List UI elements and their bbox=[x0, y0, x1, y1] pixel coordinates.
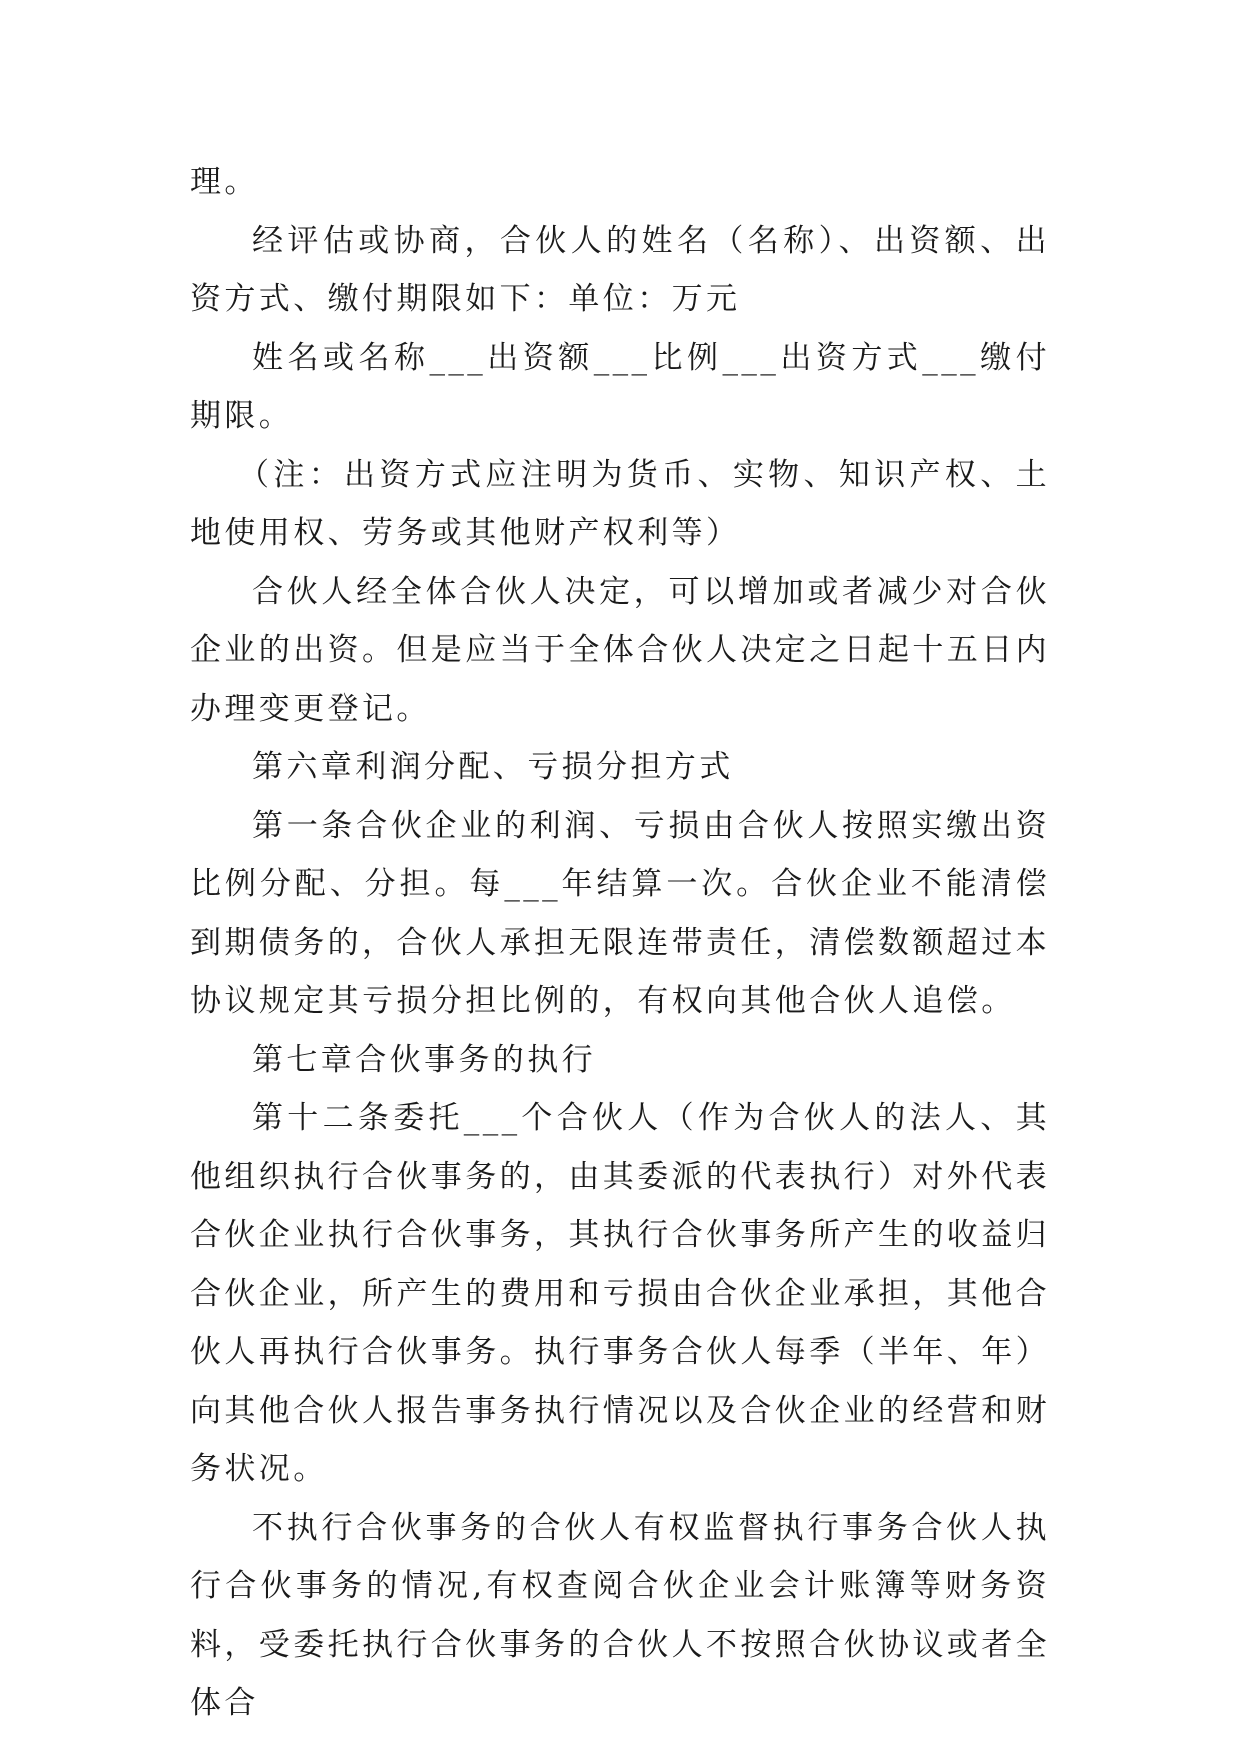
paragraph-capital-change: 合伙人经全体合伙人决定，可以增加或者减少对合伙企业的出资。但是应当于全体合伙人决定之日起十五日内办理变更登记。 bbox=[190, 573, 1050, 727]
paragraph-continuation: 理。 bbox=[190, 164, 259, 200]
chapter-heading-seven: 第七章合伙事务的执行 bbox=[252, 1041, 596, 1078]
paragraph-supervision: 不执行合伙事务的合伙人有权监督执行事务合伙人执行合伙事务的情况,有权查阅合伙企业会计账簿等财务资料，受委托执行合伙事务的合伙人不按照合伙协议或者全体合 bbox=[190, 1509, 1050, 1721]
paragraph-contribution-intro: 经评估或协商，合伙人的姓名（名称）、出资额、出资方式、缴付期限如下：单位：万元 bbox=[190, 222, 1050, 317]
paragraph-contribution-fields: 姓名或名称___出资额___比例___出资方式___缴付期限。 bbox=[190, 339, 1050, 434]
document-body bbox=[190, 153, 1050, 1733]
paragraph-profit-loss: 第一条合伙企业的利润、亏损由合伙人按照实缴出资比例分配、分担。每___年结算一次。合伙企业不能清偿到期债务的，合伙人承担无限连带责任，清偿数额超过本协议规定其亏损分担比例的，有权向其他合伙人追偿。 bbox=[190, 807, 1050, 1019]
paragraph-article-twelve: 第十二条委托___个合伙人（作为合伙人的法人、其他组织执行合伙事务的，由其委派的代表执行）对外代表合伙企业执行合伙事务，其执行合伙事务所产生的收益归合伙企业，所产生的费用和亏损由合伙企业承担，其他合伙人再执行合伙事务。执行事务合伙人每季（半年、年）向其他合伙人报告事务执行情况以及合伙企业的经营和财务状况。 bbox=[190, 1100, 1050, 1487]
chapter-heading-six: 第六章利润分配、亏损分担方式 bbox=[252, 749, 734, 785]
paragraph-contribution-note: （注：出资方式应注明为货币、实物、知识产权、土地使用权、劳务或其他财产权利等） bbox=[190, 456, 1050, 551]
